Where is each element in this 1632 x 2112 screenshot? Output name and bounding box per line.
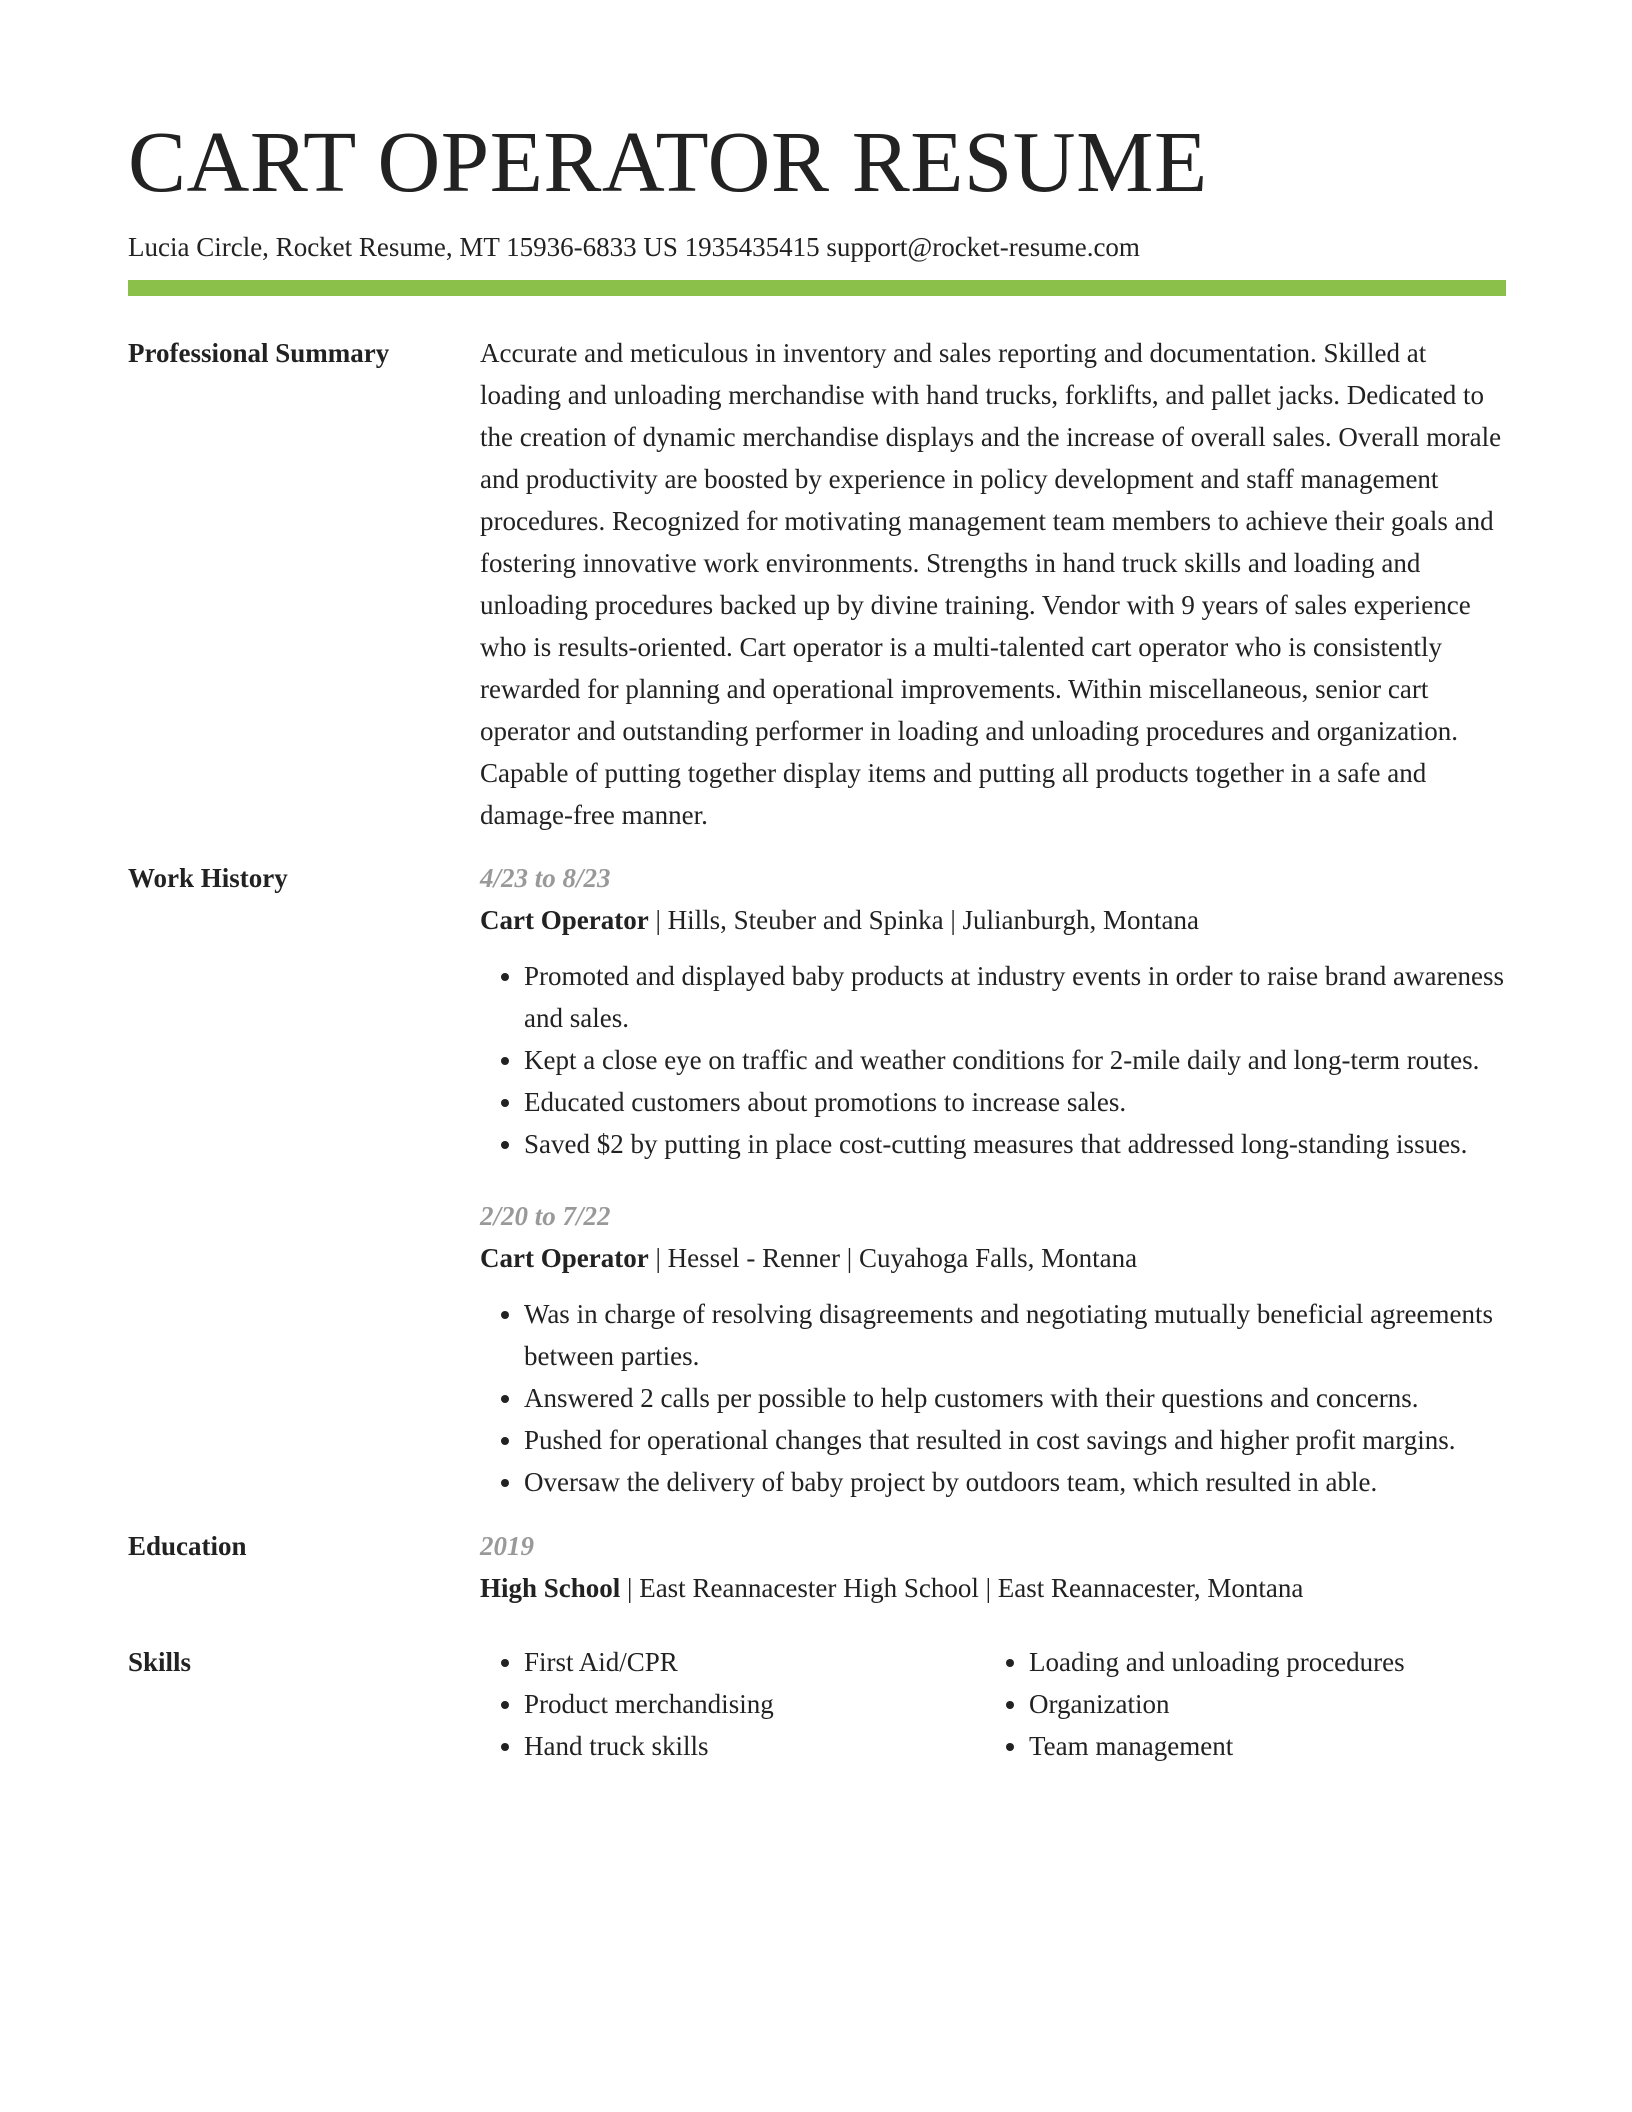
job-heading [480, 1237, 1506, 1279]
education-heading [480, 1567, 1506, 1609]
job-bullet: • Kept a close eye on traffic and weather conditions for 2-mile daily and long-term routes. [524, 1039, 1506, 1081]
skills-column-left [480, 1641, 985, 1767]
section-label-work-history: Work History [128, 863, 288, 894]
job-entry [480, 1195, 1506, 1503]
skills-column-right [985, 1641, 1490, 1767]
section-label-summary: Professional Summary [128, 338, 390, 369]
summary-body [480, 332, 1506, 836]
section-professional-summary [128, 332, 1506, 836]
job-dates: 2/20 to 7/22 [480, 1201, 611, 1232]
skill-item: • Team management [1029, 1725, 1490, 1767]
job-bullet: • Was in charge of resolving disagreements and negotiating mutually beneficial agreements between parties. [524, 1293, 1506, 1377]
section-label-education: Education [128, 1531, 247, 1562]
resume-page [128, 0, 1506, 1767]
job-heading [480, 899, 1506, 941]
job-bullet: • Educated customers about promotions to increase sales. [524, 1081, 1506, 1123]
job-entry [480, 857, 1506, 1165]
job-bullet: • Promoted and displayed baby products at industry events in order to raise brand awareness and sales. [524, 955, 1506, 1039]
skill-item: • Organization [1029, 1683, 1490, 1725]
job-bullets [480, 955, 1506, 1165]
education-details: | East Reannacester High School | East Reannacester, Montana [620, 1573, 1304, 1604]
job-title: Cart Operator [480, 1243, 649, 1274]
job-title: Cart Operator [480, 905, 649, 936]
skill-item: • Product merchandising [524, 1683, 985, 1725]
skill-item: • Loading and unloading procedures [1029, 1641, 1490, 1683]
contact-line: Lucia Circle, Rocket Resume, MT 15936-6833 US 1935435415 support@rocket-resume.com [128, 232, 1140, 262]
job-bullet: • Answered 2 calls per possible to help customers with their questions and concerns. [524, 1377, 1506, 1419]
job-bullet: • Pushed for operational changes that resulted in cost savings and higher profit margins. [524, 1419, 1506, 1461]
skill-item: • Hand truck skills [524, 1725, 985, 1767]
job-details: | Hills, Steuber and Spinka | Julianburgh, Montana [648, 905, 1199, 936]
section-skills [128, 1641, 1506, 1767]
section-label-skills: Skills [128, 1647, 192, 1678]
education-degree: High School [480, 1573, 621, 1604]
job-bullet: • Oversaw the delivery of baby project by outdoors team, which resulted in able. [524, 1461, 1506, 1503]
job-bullet: • Saved $2 by putting in place cost-cutting measures that addressed long-standing issues. [524, 1123, 1506, 1165]
education-year: 2019 [480, 1531, 534, 1562]
job-details: | Hessel - Renner | Cuyahoga Falls, Montana [648, 1243, 1138, 1274]
skills-grid [480, 1641, 1506, 1767]
work-history-body [480, 857, 1506, 1503]
job-dates: 4/23 to 8/23 [480, 863, 611, 894]
section-work-history [128, 857, 1506, 1503]
skill-item: • First Aid/CPR [524, 1641, 985, 1683]
skills-body [480, 1641, 1506, 1767]
section-education [128, 1525, 1506, 1609]
header-divider [128, 280, 1506, 296]
summary-text: Accurate and meticulous in inventory and sales reporting and documentation. Skilled at loading and unloading merchandise with hand trucks, forklifts, and pallet jacks. Dedicated to the creation of dynamic merchandise displays and the increase of overall sales. Overall morale and productivity are boosted by experience in policy development and staff management procedures. Recognized for motivating management team members to achieve their goals and fostering innovative work environments. Strengths in hand truck skills and loading and unloading procedures backed up by divine training. Vendor with 9 years of sales experience who is results-oriented. Cart operator is a multi-talented cart operator who is consistently rewarded for planning and operational improvements. Within miscellaneous, senior cart operator and outstanding performer in loading and unloading procedures and organization. Capable of putting together display items and putting all products together in a safe and damage-free manner. [480, 338, 1502, 831]
education-body [480, 1525, 1506, 1609]
resume-title: CART OPERATOR RESUME [128, 113, 1208, 210]
job-bullets [480, 1293, 1506, 1503]
